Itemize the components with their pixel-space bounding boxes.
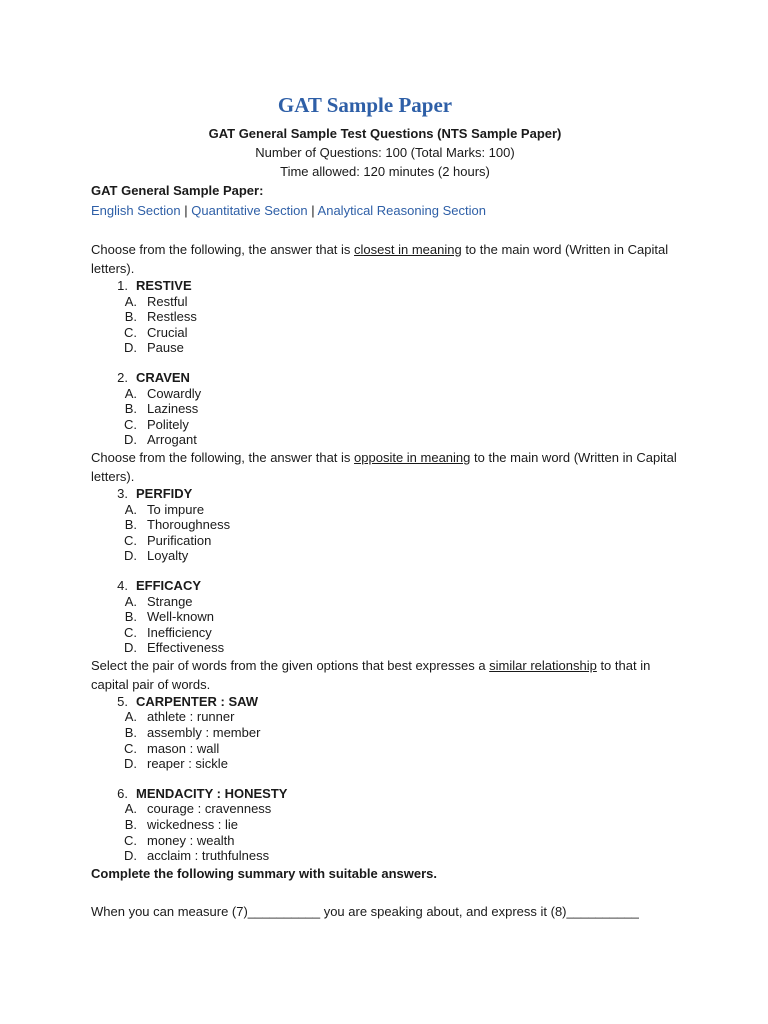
answer-option: [91, 502, 691, 518]
question-number: 4.: [117, 577, 128, 593]
question-word: RESTIVE: [136, 278, 192, 293]
option-letter: B.: [124, 817, 137, 833]
option-text: Pause: [147, 340, 184, 356]
answer-option: [91, 741, 691, 757]
option-letter: A.: [124, 501, 137, 517]
question-header: [91, 694, 691, 710]
option-text: courage : cravenness: [147, 801, 272, 817]
question-word: EFFICACY: [136, 577, 201, 593]
question-number: 2.: [117, 369, 128, 385]
answer-option: [91, 801, 691, 817]
link-separator: |: [311, 203, 315, 218]
question-block-3: [91, 486, 691, 564]
question-header: [91, 486, 691, 502]
option-text: Laziness: [147, 401, 199, 417]
question-header: [91, 278, 691, 294]
answer-option: [91, 294, 691, 310]
instruction-text: Select the pair of words from the given options that best expresses a: [91, 657, 490, 673]
option-text: assembly : member: [147, 725, 261, 741]
answer-option: [91, 517, 691, 533]
subtitle: GAT General Sample Test Questions (NTS Sample Paper): [208, 126, 562, 141]
section-heading: GAT General Sample Paper:: [91, 183, 264, 198]
instruction-antonyms: [91, 448, 681, 486]
option-text: To impure: [147, 501, 205, 517]
instruction-text: to that in capital pair of words.: [91, 657, 651, 692]
option-text: Politely: [147, 416, 189, 432]
option-letter: D.: [124, 340, 137, 356]
answer-option: [91, 848, 691, 864]
option-letter: D.: [124, 756, 137, 772]
answer-option: [91, 725, 691, 741]
option-text: Thoroughness: [147, 517, 231, 533]
analytical-section-link[interactable]: Analytical Reasoning Section: [317, 203, 486, 218]
answer-option: [91, 640, 691, 656]
instruction-text: Choose from the following, the answer that is: [91, 449, 355, 465]
option-text: athlete : runner: [147, 709, 235, 725]
option-text: Strange: [147, 593, 193, 609]
option-text: Effectiveness: [147, 640, 225, 656]
answer-option: [91, 340, 691, 356]
option-letter: B.: [124, 725, 137, 741]
instruction-underline: opposite in meaning: [354, 449, 471, 465]
time-allowed: Time allowed: 120 minutes (2 hours): [280, 164, 490, 179]
section-links: [91, 201, 691, 221]
option-text: acclaim : truthfulness: [147, 848, 270, 864]
english-section-link[interactable]: English Section: [91, 203, 181, 218]
option-letter: B.: [124, 401, 137, 417]
question-number: 5.: [117, 693, 128, 709]
instruction-underline: similar relationship: [489, 657, 597, 673]
question-block-4: [91, 578, 691, 656]
instruction-text: to the main word (Written in Capital letters).: [91, 449, 677, 484]
option-text: Restful: [147, 293, 188, 309]
option-letter: A.: [124, 385, 137, 401]
link-separator: |: [184, 203, 188, 218]
answer-option: [91, 594, 691, 610]
option-text: Cowardly: [147, 385, 202, 401]
option-letter: C.: [124, 532, 137, 548]
option-letter: A.: [124, 709, 137, 725]
question-header: [91, 370, 691, 386]
question-word: PERFIDY: [136, 485, 193, 501]
question-block-6: [91, 786, 691, 864]
instruction-synonyms: [91, 240, 681, 278]
option-letter: D.: [124, 548, 137, 564]
question-number: 3.: [117, 485, 128, 501]
answer-option: [91, 548, 691, 564]
option-letter: A.: [124, 293, 137, 309]
question-block-1: [91, 278, 691, 356]
document-page: [91, 92, 691, 921]
question-block-5: [91, 694, 691, 772]
page-title: GAT Sample Paper: [277, 93, 453, 117]
answer-option: [91, 432, 691, 448]
option-text: money : wealth: [147, 832, 235, 848]
question-number: 1.: [117, 278, 128, 293]
answer-option: [91, 625, 691, 641]
option-letter: B.: [124, 517, 137, 533]
instruction-text: to the main word (Written in Capital letters).: [91, 242, 669, 276]
option-letter: C.: [124, 832, 137, 848]
summary-line: When you can measure (7)__________ you are speaking about, and express it (8)__________: [91, 903, 639, 919]
option-letter: A.: [124, 801, 137, 817]
answer-option: [91, 533, 691, 549]
option-text: Well-known: [147, 609, 214, 625]
option-letter: D.: [124, 848, 137, 864]
answer-option: [91, 386, 691, 402]
option-text: wickedness : lie: [147, 817, 239, 833]
instruction-text: Choose from the following, the answer that is: [91, 242, 355, 257]
option-text: reaper : sickle: [147, 756, 228, 772]
answer-option: [91, 325, 691, 341]
answer-option: [91, 756, 691, 772]
question-word: MENDACITY : HONESTY: [136, 785, 288, 801]
option-letter: C.: [124, 416, 137, 432]
question-number: 6.: [117, 785, 128, 801]
answer-option: [91, 401, 691, 417]
instruction-underline: closest in meaning: [354, 242, 462, 257]
instruction-analogies: [91, 656, 681, 694]
option-text: Loyalty: [147, 548, 189, 564]
answer-option: [91, 833, 691, 849]
answer-option: [91, 817, 691, 833]
question-header: [91, 786, 691, 802]
question-header: [91, 578, 691, 594]
option-text: Purification: [147, 532, 212, 548]
option-text: Restless: [147, 309, 197, 325]
option-letter: D.: [124, 432, 137, 448]
option-letter: D.: [124, 640, 137, 656]
option-letter: C.: [124, 324, 137, 340]
question-word: CRAVEN: [136, 369, 190, 385]
option-letter: B.: [124, 309, 137, 325]
option-letter: A.: [124, 593, 137, 609]
option-letter: C.: [124, 740, 137, 756]
summary-heading: Complete the following summary with suitable answers.: [91, 865, 438, 881]
answer-option: [91, 309, 691, 325]
question-word: CARPENTER : SAW: [136, 693, 259, 709]
question-count: Number of Questions: 100 (Total Marks: 100): [255, 145, 515, 160]
question-block-2: [91, 370, 691, 448]
option-text: Inefficiency: [147, 624, 212, 640]
answer-option: [91, 709, 691, 725]
option-letter: B.: [124, 609, 137, 625]
answer-option: [91, 417, 691, 433]
answer-option: [91, 609, 691, 625]
quantitative-section-link[interactable]: Quantitative Section: [191, 203, 308, 218]
option-letter: C.: [124, 624, 137, 640]
option-text: mason : wall: [147, 740, 220, 756]
option-text: Arrogant: [147, 432, 197, 448]
option-text: Crucial: [147, 324, 188, 340]
